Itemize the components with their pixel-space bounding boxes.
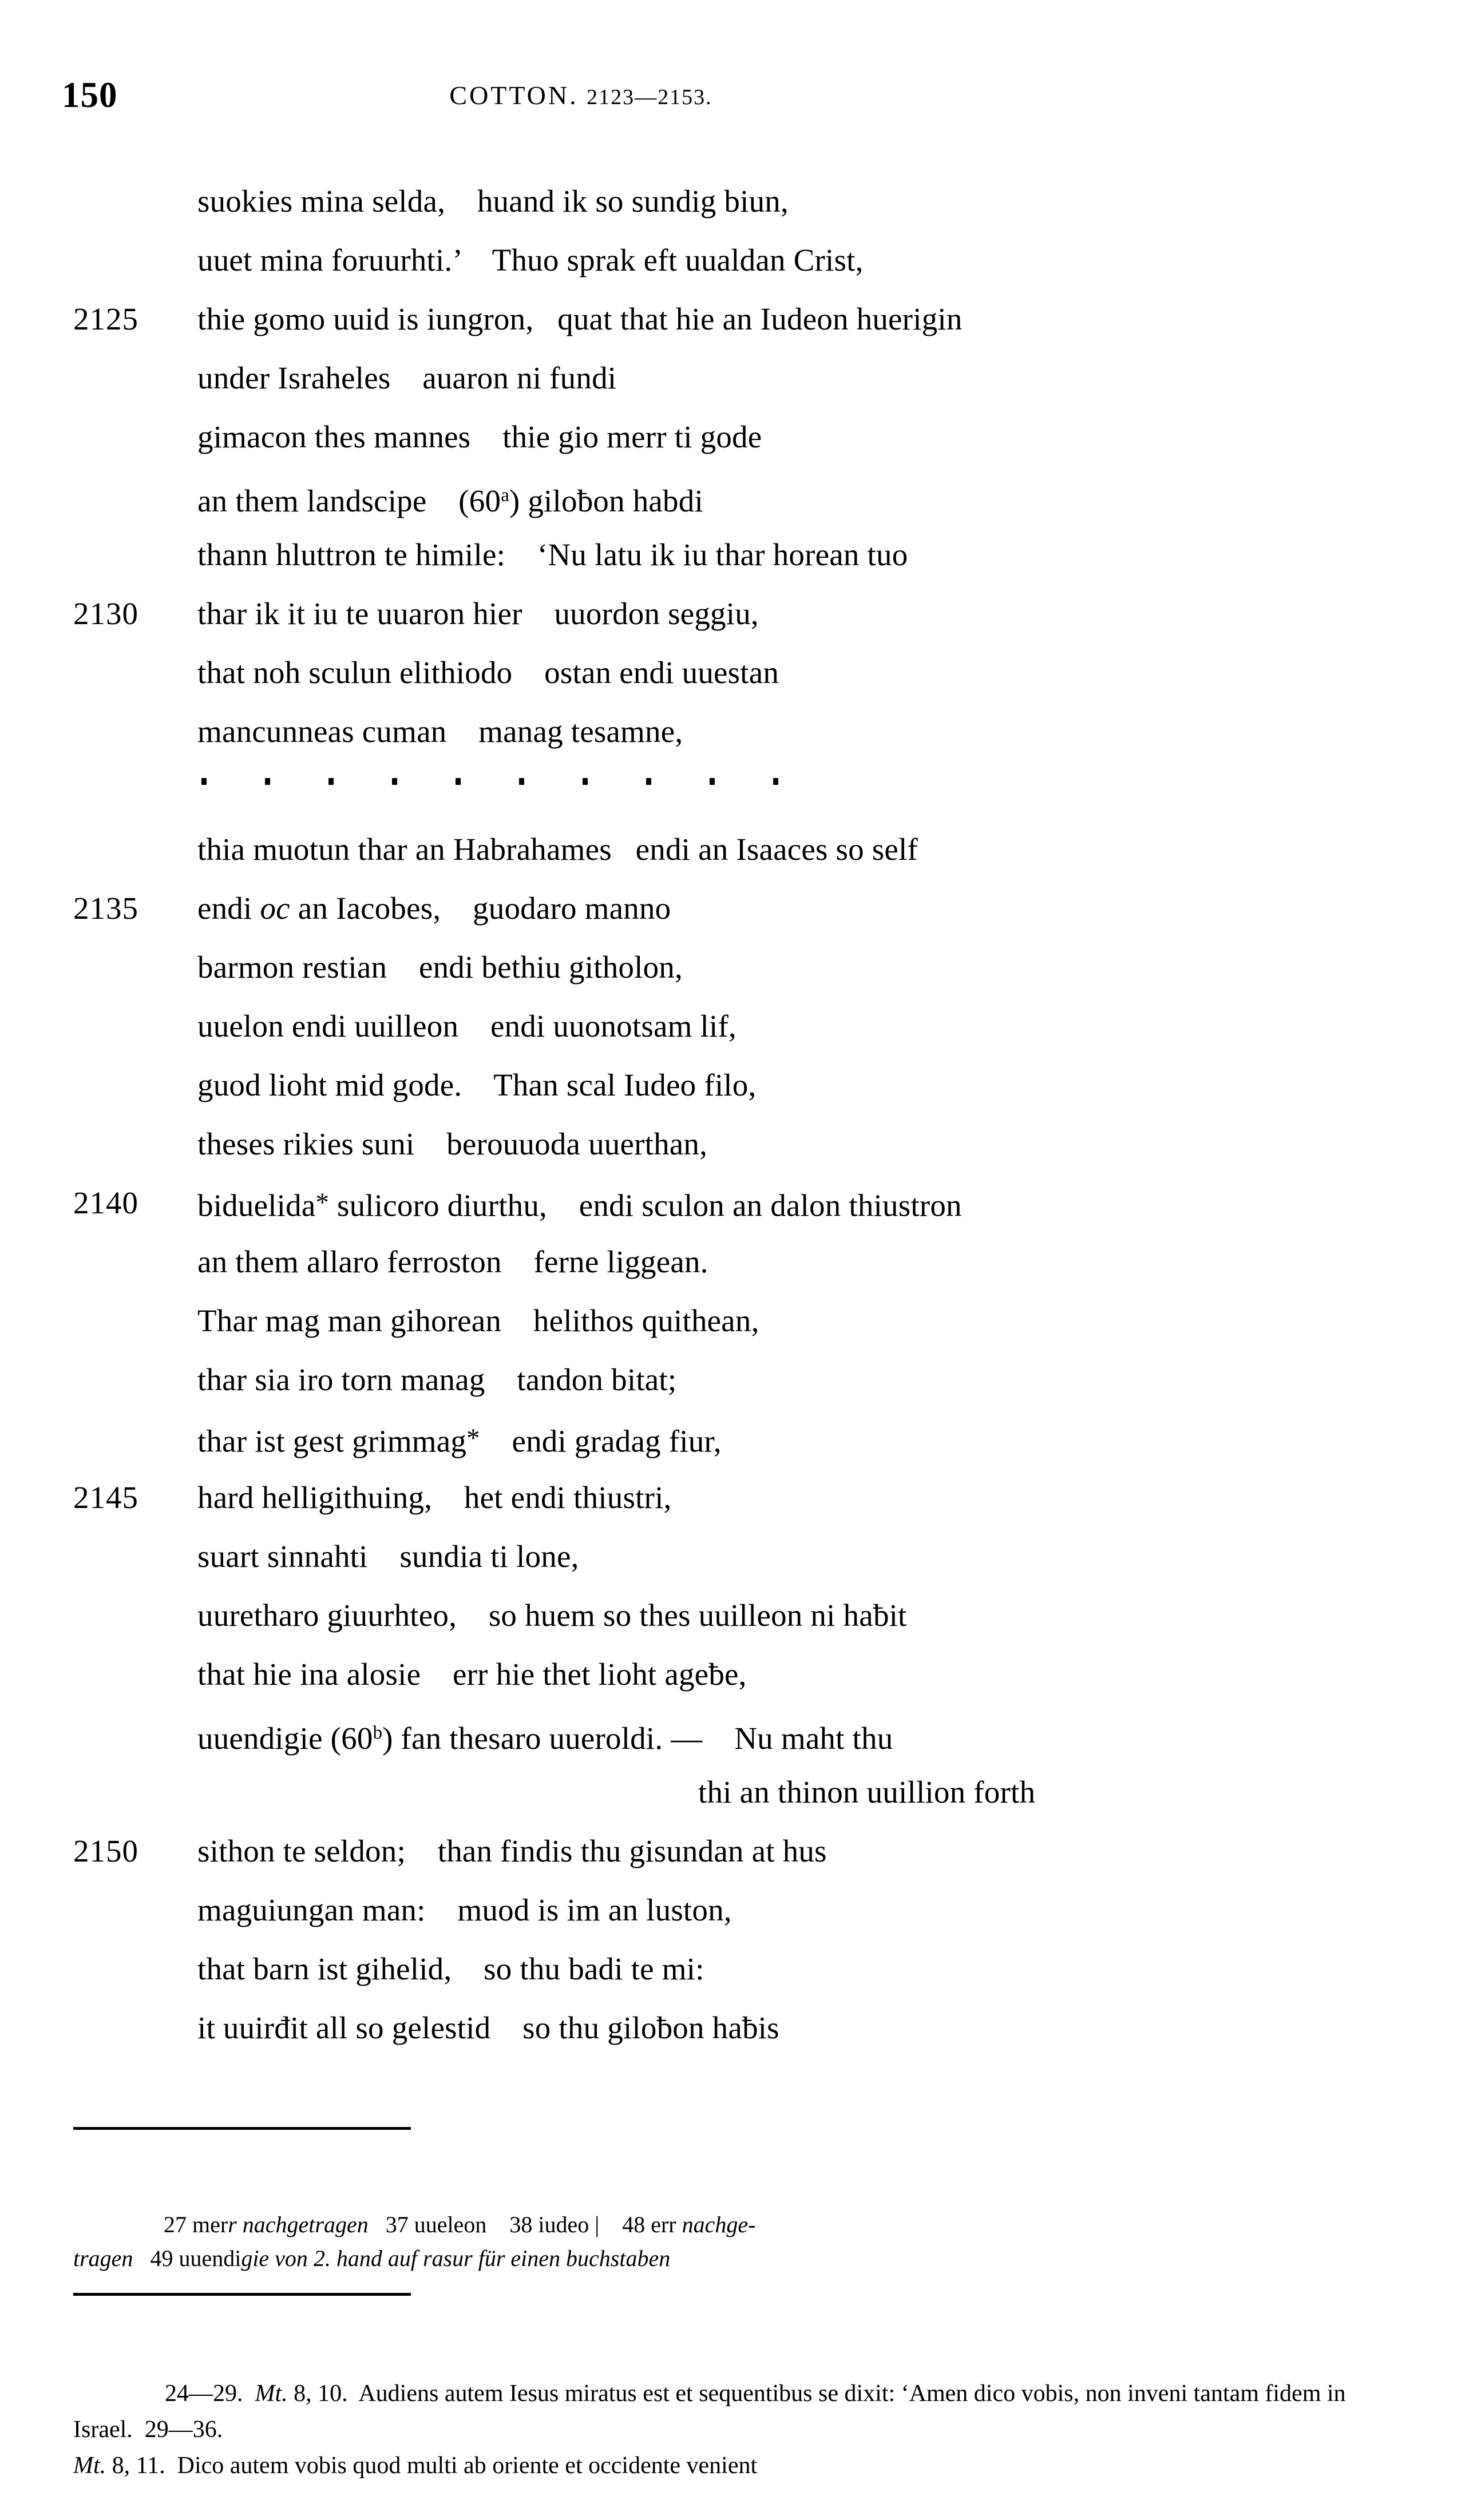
- source-ref-2: 29—36.: [144, 2416, 223, 2443]
- verse-line-text: that noh sculun elithiodo ostan endi uuestan: [197, 655, 779, 690]
- verse-line: [0, 1350, 1465, 1409]
- verse-line-number: 2125: [73, 301, 138, 336]
- apparatus-seg-1: 27 mer: [164, 2212, 228, 2237]
- lacuna-dot: [456, 778, 461, 785]
- source-ref-1-loc: 8, 10.: [287, 2380, 348, 2407]
- verse-line-text: guod lioht mid gode. Than scal Iudeo filo,: [197, 1067, 757, 1102]
- verse-line: [0, 231, 1465, 289]
- verse-line-text: hard helligithuing, het endi thiustri,: [197, 1480, 672, 1515]
- running-head: [0, 74, 1465, 126]
- verse-line-text: mancunneas cuman manag tesamne,: [197, 714, 683, 749]
- lacuna-dot: [265, 778, 270, 785]
- source-note: [73, 2340, 1401, 2520]
- verse-line: [0, 348, 1465, 407]
- page-number: 150: [62, 75, 118, 115]
- source-text-1: Audiens autem Iesus miratus est et sequentibus se dixit: ‘Amen dico vobis, non inveni tantam fidem in Israel.: [73, 2380, 1352, 2443]
- verse-line: [0, 1821, 1465, 1880]
- verse-line-number: 2145: [73, 1480, 138, 1515]
- verse-line: [0, 466, 1465, 525]
- verse-line-text: barmon restian endi bethiu githolon,: [197, 950, 683, 985]
- verse-line-number: 2150: [73, 1834, 138, 1868]
- source-ref-2-book: Mt.: [73, 2452, 106, 2479]
- verse-line-text: theses rikies suni berouuoda uuerthan,: [197, 1126, 708, 1161]
- verse-line: [0, 643, 1465, 702]
- verse-line-text: maguiungan man: muod is im an luston,: [197, 1892, 732, 1927]
- verse-line-text: sithon te seldon; than findis thu gisundan at hus: [197, 1834, 827, 1868]
- verse-line: [0, 1586, 1465, 1645]
- verse-line: [0, 879, 1465, 938]
- verse-line-text: uuelon endi uuilleon endi uuonotsam lif,: [197, 1009, 737, 1043]
- verse-line-text: under Israheles auaron ni fundi: [197, 360, 617, 395]
- verse-line: [0, 938, 1465, 997]
- lacuna-dot: [328, 778, 334, 785]
- verse-line: [0, 1527, 1465, 1586]
- verse-line-number: 2135: [73, 891, 138, 926]
- verse-line-text: uuet mina foruurhti.’ Thuo sprak eft uualdan Crist,: [197, 243, 864, 277]
- verse-line: [0, 1114, 1465, 1173]
- verse-line: [0, 820, 1465, 879]
- verse-line: [0, 289, 1465, 348]
- verse-line: [0, 1409, 1465, 1468]
- apparatus-seg-3: 37 uueleon 38 iudeo | 48 err: [368, 2212, 682, 2237]
- lacuna-dot-row: [0, 761, 1465, 820]
- verse-line: [0, 1998, 1465, 2057]
- verse-line-text: thie gomo uuid is iungron, quat that hie an Iudeon huerigin: [197, 301, 963, 336]
- lacuna-dot: [201, 778, 207, 785]
- verse-line: [0, 1173, 1465, 1232]
- verse-block: [0, 172, 1465, 2057]
- verse-line: [0, 702, 1465, 761]
- verse-line-text: that barn ist gihelid, so thu badi te mi:: [197, 1951, 704, 1986]
- verse-line-text: an them allaro ferroston ferne liggean.: [197, 1244, 708, 1279]
- verse-line-text: thia muotun thar an Habrahames endi an Isaaces so self: [197, 832, 918, 867]
- verse-line-text: that hie ina alosie err hie thet lioht ageƀe,: [197, 1657, 747, 1692]
- verse-line: [0, 1055, 1465, 1114]
- critical-apparatus: [73, 2174, 1401, 2309]
- verse-line-text: thar ik it iu te uuaron hier uuordon seggiu,: [197, 596, 759, 631]
- verse-line: [0, 1468, 1465, 1527]
- running-head-title: [0, 80, 1313, 110]
- verse-line-text: uuretharo giuurhteo, so huem so thes uuilleon ni haƀit: [197, 1598, 907, 1633]
- verse-line-number: 2130: [73, 596, 138, 631]
- source-text-2: Dico autem vobis quod multi ab oriente et occidente venient: [165, 2452, 758, 2479]
- verse-line-text: thar ist gest grimmag* endi gradag fiur,: [197, 1423, 722, 1459]
- verse-line: [0, 1704, 1465, 1763]
- verse-line-number: 2140: [73, 1185, 138, 1220]
- source-ref-2-loc: 8, 11.: [106, 2452, 165, 2479]
- verse-line-text: thann hluttron te himile: ‘Nu latu ik iu thar horean tuo: [197, 537, 908, 572]
- apparatus-divider-rule: [73, 2127, 411, 2130]
- verse-line-text: suart sinnahti sundia ti lone,: [197, 1539, 579, 1574]
- running-head-verse-range: 2123—2153.: [587, 85, 712, 109]
- apparatus-seg-2: r nachgetragen: [228, 2212, 369, 2237]
- lacuna-dot: [392, 778, 397, 785]
- lacuna-dot: [519, 778, 524, 785]
- lacuna-dot: [646, 778, 651, 785]
- verse-line-text: thi an thinon uuillion forth: [698, 1775, 1036, 1809]
- verse-line: [0, 1939, 1465, 1998]
- verse-line-text: Thar mag man gihorean helithos quithean,: [197, 1303, 759, 1338]
- verse-line: [0, 997, 1465, 1055]
- running-head-manuscript-name: COTTON.: [449, 81, 579, 110]
- verse-line-text: uuendigie (60$^b$) fan thesaro uueroldi. — Nu maht thu: [197, 1721, 893, 1756]
- verse-line: [0, 1763, 1465, 1821]
- verse-line: [0, 407, 1465, 466]
- verse-line: [0, 172, 1465, 231]
- verse-line-text: an them landscipe (60$^a$) giloƀon habdi: [197, 483, 703, 519]
- verse-line: [0, 1232, 1465, 1291]
- source-ref-1-book: Mt.: [255, 2380, 288, 2407]
- apparatus-seg-4: nachge-: [682, 2212, 756, 2237]
- verse-line-text: thar sia iro torn manag tandon bitat;: [197, 1362, 677, 1397]
- verse-line: [0, 1291, 1465, 1350]
- lacuna-dot: [710, 778, 715, 785]
- lacuna-dot: [773, 778, 778, 785]
- verse-line: [0, 525, 1465, 584]
- apparatus-seg-6: 49 uuendi: [133, 2245, 241, 2271]
- apparatus-seg-7: gie von 2. hand auf rasur für einen buchstaben: [241, 2245, 671, 2271]
- verse-line-text: it uuirđit all so gelestid so thu giloƀon haƀis: [197, 2010, 779, 2045]
- apparatus-seg-5: tragen: [73, 2245, 133, 2271]
- verse-line-text: endi oc an Iacobes, guodaro manno: [197, 891, 671, 926]
- source-ref-1: 24—29.: [165, 2380, 243, 2407]
- verse-line: [0, 1645, 1465, 1704]
- verse-line-text: biduelida* sulicoro diurthu, endi sculon an dalon thiustron: [197, 1188, 962, 1223]
- lacuna-dots: [201, 778, 778, 785]
- verse-line: [0, 1880, 1465, 1939]
- verse-line-text: gimacon thes mannes thie gio merr ti gode: [197, 419, 762, 454]
- lacuna-dot: [583, 778, 588, 785]
- verse-line: [0, 584, 1465, 643]
- verse-line-text: suokies mina selda, huand ik so sundig biun,: [197, 184, 789, 219]
